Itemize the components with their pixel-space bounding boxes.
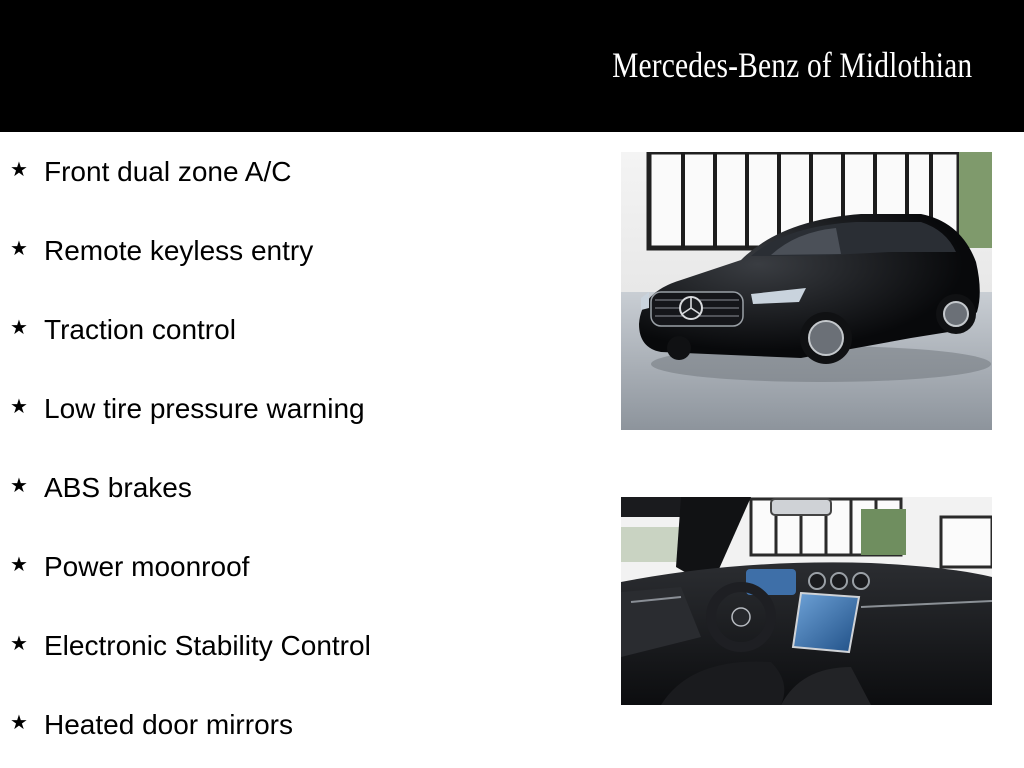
feature-item (10, 310, 236, 350)
header-bar (0, 0, 1024, 132)
star-icon: ★ (10, 236, 28, 260)
star-icon: ★ (10, 473, 28, 497)
feature-label: Electronic Stability Control (44, 630, 371, 661)
feature-label: Front dual zone A/C (44, 156, 292, 187)
feature-item (10, 705, 293, 745)
feature-item (10, 389, 365, 429)
interior-photo (621, 497, 992, 705)
star-icon: ★ (10, 631, 28, 655)
exterior-photo (621, 152, 992, 430)
feature-item (10, 231, 313, 271)
feature-label: Power moonroof (44, 551, 250, 582)
feature-label: Heated door mirrors (44, 709, 293, 740)
feature-item (10, 547, 249, 587)
feature-label: Traction control (44, 314, 236, 345)
feature-item (10, 626, 371, 666)
star-icon: ★ (10, 157, 28, 181)
star-icon: ★ (10, 552, 28, 576)
star-icon: ★ (10, 394, 28, 418)
feature-item (10, 152, 291, 192)
feature-label: ABS brakes (44, 472, 192, 503)
feature-label: Remote keyless entry (44, 235, 314, 266)
dealer-name: Mercedes-Benz of Midlothian (611, 45, 972, 85)
feature-label: Low tire pressure warning (44, 393, 365, 424)
feature-item (10, 468, 192, 508)
star-icon: ★ (10, 315, 28, 339)
star-icon: ★ (10, 710, 28, 734)
